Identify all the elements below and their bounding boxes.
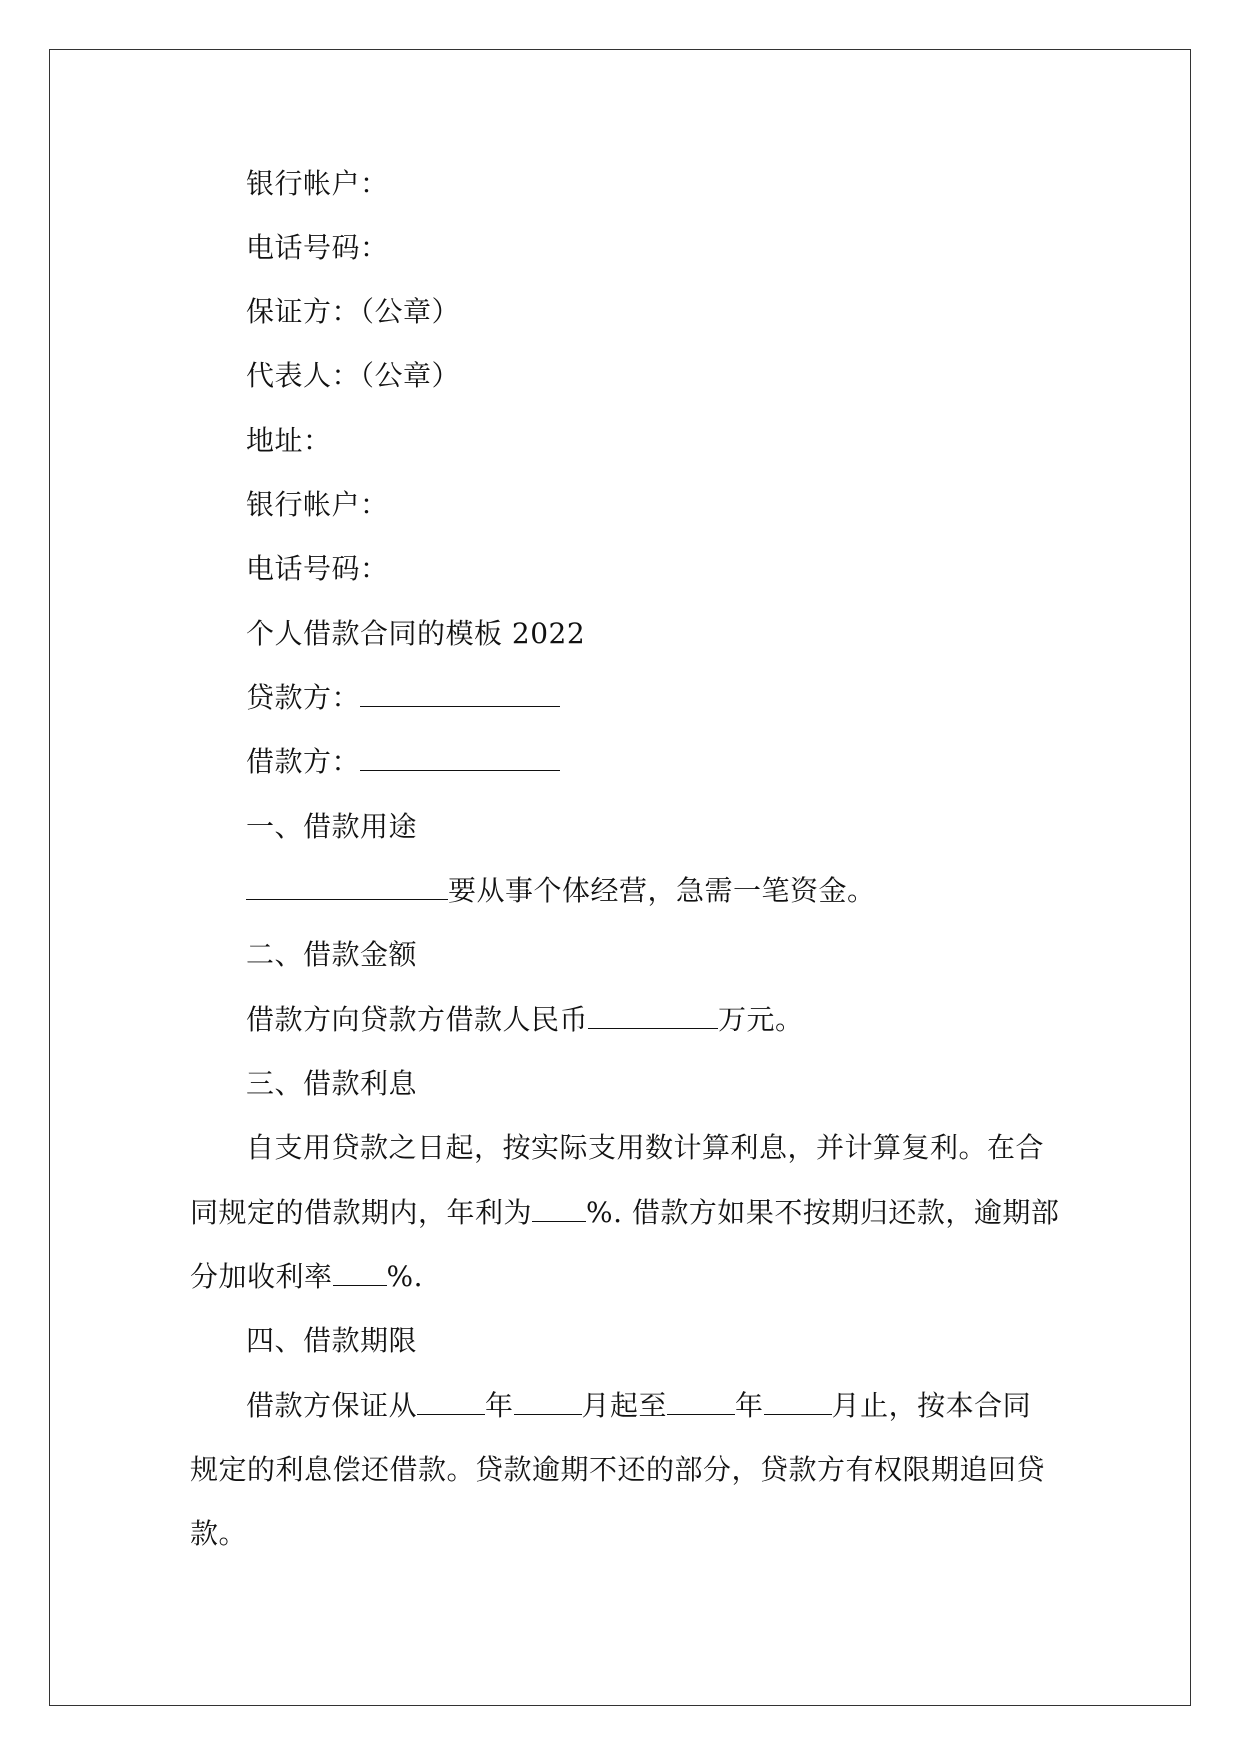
penalty-text-after: %. (386, 1260, 424, 1293)
borrower-line (246, 742, 560, 782)
borrower-label: 借款方： (246, 745, 361, 778)
amount-blank (588, 1002, 718, 1029)
term-line-2: 规定的利息偿还借款。贷款逾期不还的部分，贷款方有权限期追回贷 (190, 1453, 1046, 1486)
start-month-blank (514, 1388, 582, 1415)
lender-line (246, 678, 560, 718)
section-heading: 四、借款期限 (246, 1324, 418, 1357)
template-title: 个人借款合同的模板 2022 (246, 617, 586, 650)
amount-text-after: 万元。 (718, 1003, 804, 1036)
section-heading: 一、借款用途 (246, 810, 418, 843)
end-month-blank (764, 1388, 832, 1415)
representative-line: 代表人：（公章） (246, 359, 461, 392)
term-line-1 (246, 1386, 1031, 1426)
interest-text-before: 同规定的借款期内，年利为 (190, 1196, 533, 1229)
amount-line (246, 1000, 804, 1040)
section-heading: 二、借款金额 (246, 938, 418, 971)
year-label: 年 (485, 1389, 514, 1422)
month-label: 月起至 (581, 1389, 668, 1422)
address-line: 地址： (246, 424, 332, 457)
start-year-blank (417, 1388, 485, 1415)
purpose-line (246, 871, 876, 911)
interest-line-1: 自支用贷款之日起，按实际支用数计算利息，并计算复利。在合 (246, 1131, 1045, 1164)
lender-blank (360, 680, 560, 707)
borrower-blank (360, 744, 560, 771)
interest-text-after: %. 借款方如果不按期归还款，逾期部 (586, 1196, 1060, 1229)
end-year-blank (667, 1388, 735, 1415)
term-text: 借款方保证从 (246, 1389, 418, 1422)
section-heading: 三、借款利息 (246, 1067, 418, 1100)
amount-text-before: 借款方向贷款方借款人民币 (246, 1003, 589, 1036)
phone-line: 电话号码： (246, 552, 389, 585)
bank-account-line: 银行帐户： (246, 167, 389, 200)
purpose-blank (246, 873, 448, 900)
guarantor-line: 保证方：（公章） (246, 295, 461, 328)
interest-line-2 (190, 1193, 1059, 1233)
penalty-text-before: 分加收利率 (190, 1260, 333, 1293)
penalty-rate-blank (333, 1259, 387, 1286)
lender-label: 贷款方： (246, 681, 361, 714)
month-label: 月止，按本合同 (831, 1389, 1032, 1422)
phone-line: 电话号码： (246, 231, 389, 264)
annual-rate-blank (532, 1195, 586, 1222)
term-line-3: 款。 (190, 1517, 248, 1550)
purpose-text: 要从事个体经营，急需一笔资金。 (448, 874, 876, 907)
interest-line-3 (190, 1257, 423, 1297)
year-label: 年 (735, 1389, 764, 1422)
bank-account-line: 银行帐户： (246, 488, 389, 521)
